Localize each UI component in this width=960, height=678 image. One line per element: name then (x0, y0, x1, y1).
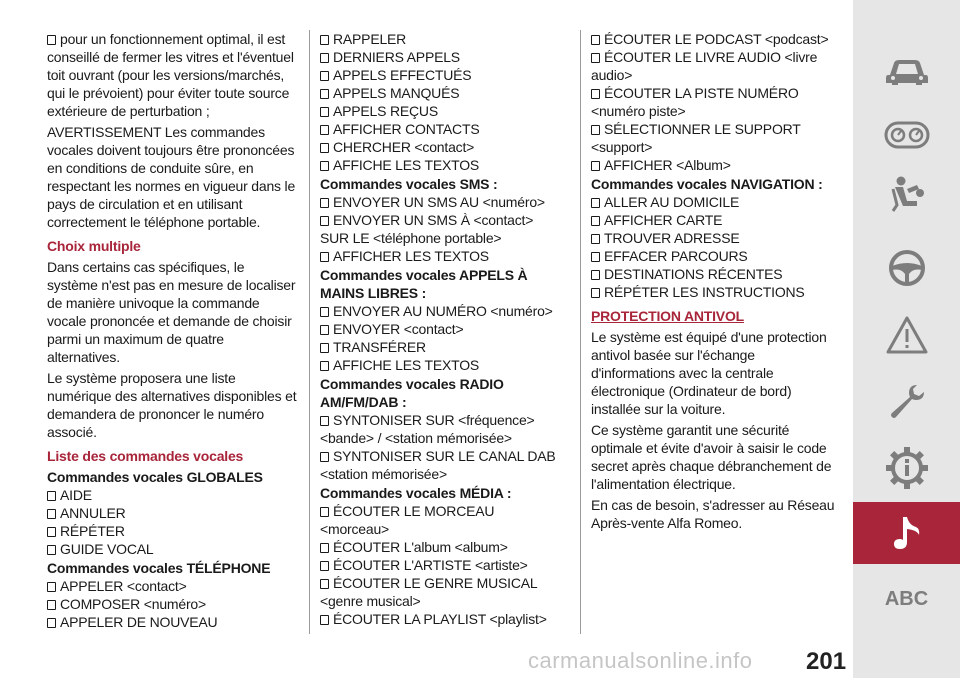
list-item: DESTINATIONS RÉCENTES (591, 265, 836, 283)
paragraph: Ce système garantit une sécurité optimale et évite d'avoir à saisir le code secret après chaque débranchement de l'alimentation électrique. (591, 422, 832, 492)
wrench-icon[interactable] (853, 372, 960, 432)
list-item: SYNTONISER SUR <fréquence><bande> / <station mémorisée> (320, 412, 535, 446)
subheading: Commandes vocales NAVIGATION : (591, 176, 823, 192)
music-note-icon[interactable] (853, 502, 960, 564)
checkbox-bullet-icon (320, 561, 329, 571)
column-right (591, 30, 836, 535)
command-list-global (47, 486, 297, 558)
list-item: CHERCHER <contact> (320, 138, 565, 156)
steering-wheel-icon[interactable] (853, 238, 960, 298)
checkbox-bullet-icon (47, 545, 56, 555)
checkbox-bullet-icon (591, 125, 600, 135)
checkbox-bullet-icon (591, 234, 600, 244)
checkbox-bullet-icon (591, 216, 600, 226)
command-list-navigation (591, 193, 836, 301)
list-item: AFFICHER <Album> (591, 156, 836, 174)
paragraph: Dans certains cas spécifiques, le système n'est pas en mesure de localiser de manière univoque la commande vocale prononcée et demande de choisir parmi un maximum de quatre alternatives. (47, 259, 296, 365)
checkbox-bullet-icon (320, 452, 329, 462)
subheading: Commandes vocales MÉDIA : (320, 485, 512, 501)
command-list-radio (320, 411, 565, 483)
list-item: AIDE (47, 486, 297, 504)
checkbox-bullet-icon (47, 35, 56, 45)
list-item: ÉCOUTER LE GENRE MUSICAL <genre musical> (320, 575, 537, 609)
command-list-media-continued (591, 30, 836, 174)
warning-paragraph: AVERTISSEMENT Les commandes vocales doivent toujours être prononcées en conditions de conduite sûre, en respectant les normes en vigueur dans le pays de circulation et en utilisant correctement le téléphone portable. (47, 124, 296, 230)
checkbox-bullet-icon (320, 71, 329, 81)
column-middle (320, 30, 565, 628)
checkbox-bullet-icon (320, 579, 329, 589)
list-item: APPELER <contact> (47, 577, 297, 595)
checkbox-bullet-icon (591, 198, 600, 208)
checkbox-bullet-icon (320, 325, 329, 335)
paragraph: En cas de besoin, s'adresser au Réseau Après-vente Alfa Romeo. (591, 497, 835, 531)
list-item: DERNIERS APPELS (320, 48, 565, 66)
list-item: ÉCOUTER LA PLAYLIST <playlist> (320, 610, 565, 628)
list-item: ENVOYER AU NUMÉRO <numéro> (320, 302, 565, 320)
warning-triangle-icon[interactable] (853, 305, 960, 365)
subheading: Commandes vocales RADIO AM/FM/DAB : (320, 376, 504, 410)
list-item: RAPPELER (320, 30, 565, 48)
checkbox-bullet-icon (47, 509, 56, 519)
list-item: ÉCOUTER L'ARTISTE <artiste> (320, 556, 565, 574)
list-item: ENVOYER UN SMS AU <numéro> (320, 193, 565, 211)
section-heading: Liste des commandes vocales (47, 448, 244, 464)
list-item: EFFACER PARCOURS (591, 247, 836, 265)
list-item: AFFICHER CARTE (591, 211, 836, 229)
checkbox-bullet-icon (47, 582, 56, 592)
command-list-phone-continued (320, 30, 565, 174)
checkbox-bullet-icon (47, 618, 56, 628)
checkbox-bullet-icon (320, 198, 329, 208)
checkbox-bullet-icon (320, 252, 329, 262)
subheading: Commandes vocales GLOBALES (47, 469, 263, 485)
list-item: ANNULER (47, 504, 297, 522)
checkbox-bullet-icon (320, 125, 329, 135)
car-icon[interactable] (853, 42, 960, 102)
command-list-media (320, 502, 565, 628)
checkbox-bullet-icon (591, 53, 600, 63)
checkbox-bullet-icon (320, 615, 329, 625)
watermark: carmanualsonline.info (528, 648, 753, 673)
checkbox-bullet-icon (320, 307, 329, 317)
list-item: RÉPÉTER LES INSTRUCTIONS (591, 283, 836, 301)
checkbox-bullet-icon (591, 89, 600, 99)
list-item: ÉCOUTER L'album <album> (320, 538, 565, 556)
list-item: TRANSFÉRER (320, 338, 565, 356)
section-heading: PROTECTION ANTIVOL (591, 308, 744, 324)
list-item: AFFICHE LES TEXTOS (320, 156, 565, 174)
list-item: COMPOSER <numéro> (47, 595, 297, 613)
seat-airbag-icon[interactable] (853, 165, 960, 225)
checkbox-bullet-icon (591, 288, 600, 298)
chapter-sidebar (853, 0, 960, 678)
subheading: Commandes vocales SMS : (320, 176, 498, 192)
checkbox-bullet-icon (591, 35, 600, 45)
checkbox-bullet-icon (320, 143, 329, 153)
checkbox-bullet-icon (591, 161, 600, 171)
column-left (47, 30, 297, 631)
list-item: ÉCOUTER LE PODCAST <podcast> (591, 30, 836, 48)
list-item: APPELS MANQUÉS (320, 84, 565, 102)
paragraph: Le système proposera une liste numérique des alternatives disponibles et demandera de prononcer le numéro associé. (47, 370, 297, 440)
list-item: AFFICHER LES TEXTOS (320, 247, 565, 265)
list-item: GUIDE VOCAL (47, 540, 297, 558)
command-list-sms (320, 193, 565, 265)
checkbox-bullet-icon (320, 361, 329, 371)
checkbox-bullet-icon (320, 216, 329, 226)
subheading: Commandes vocales APPELS À MAINS LIBRES : (320, 267, 528, 301)
command-list-handsfree (320, 302, 565, 374)
list-item: ENVOYER <contact> (320, 320, 565, 338)
checkbox-bullet-icon (320, 35, 329, 45)
column-divider (309, 30, 310, 634)
checkbox-bullet-icon (320, 53, 329, 63)
checkbox-bullet-icon (591, 252, 600, 262)
checkbox-bullet-icon (320, 89, 329, 99)
checkbox-bullet-icon (47, 527, 56, 537)
checkbox-bullet-icon (591, 270, 600, 280)
checkbox-bullet-icon (47, 491, 56, 501)
list-item: APPELS REÇUS (320, 102, 565, 120)
column-divider (580, 30, 581, 634)
checkbox-bullet-icon (320, 507, 329, 517)
list-item: APPELS EFFECTUÉS (320, 66, 565, 84)
subheading: Commandes vocales TÉLÉPHONE (47, 560, 271, 576)
checkbox-bullet-icon (320, 416, 329, 426)
list-item: ALLER AU DOMICILE (591, 193, 836, 211)
abc-index-label[interactable]: ABC (884, 588, 929, 610)
list-item: SYNTONISER SUR LE CANAL DAB <station mémorisée> (320, 448, 556, 482)
list-item: APPELER DE NOUVEAU (47, 613, 297, 631)
list-item: ÉCOUTER LE LIVRE AUDIO <livre audio> (591, 49, 818, 83)
gear-info-icon[interactable] (853, 438, 960, 498)
list-item: ENVOYER UN SMS À <contact> SUR LE <téléphone portable> (320, 212, 534, 246)
checkbox-bullet-icon (47, 600, 56, 610)
dashboard-gauges-icon[interactable] (853, 105, 960, 165)
list-item: RÉPÉTER (47, 522, 297, 540)
section-heading: Choix multiple (47, 238, 141, 254)
list-item: AFFICHE LES TEXTOS (320, 356, 565, 374)
command-list-phone (47, 577, 297, 631)
page-number: 201 (806, 648, 847, 675)
checkbox-bullet-icon (320, 161, 329, 171)
list-item: AFFICHER CONTACTS (320, 120, 565, 138)
checkbox-bullet-icon (320, 343, 329, 353)
list-item: SÉLECTIONNER LE SUPPORT <support> (591, 121, 801, 155)
list-item: ÉCOUTER LE MORCEAU <morceau> (320, 503, 495, 537)
list-item: ÉCOUTER LA PISTE NUMÉRO <numéro piste> (591, 85, 799, 119)
paragraph: Le système est équipé d'une protection antivol basée sur l'échange d'informations avec la centrale électronique (Ordinateur de bord) installée sur la voiture. (591, 329, 827, 417)
paragraph: pour un fonctionnement optimal, il est conseillé de fermer les vitres et l'éventuel toit ouvrant (pour les versions/marchés, qui le prévoient) pour éviter toute source extérieure de perturbation ; (47, 31, 294, 119)
list-item: TROUVER ADRESSE (591, 229, 836, 247)
checkbox-bullet-icon (320, 543, 329, 553)
checkbox-bullet-icon (320, 107, 329, 117)
